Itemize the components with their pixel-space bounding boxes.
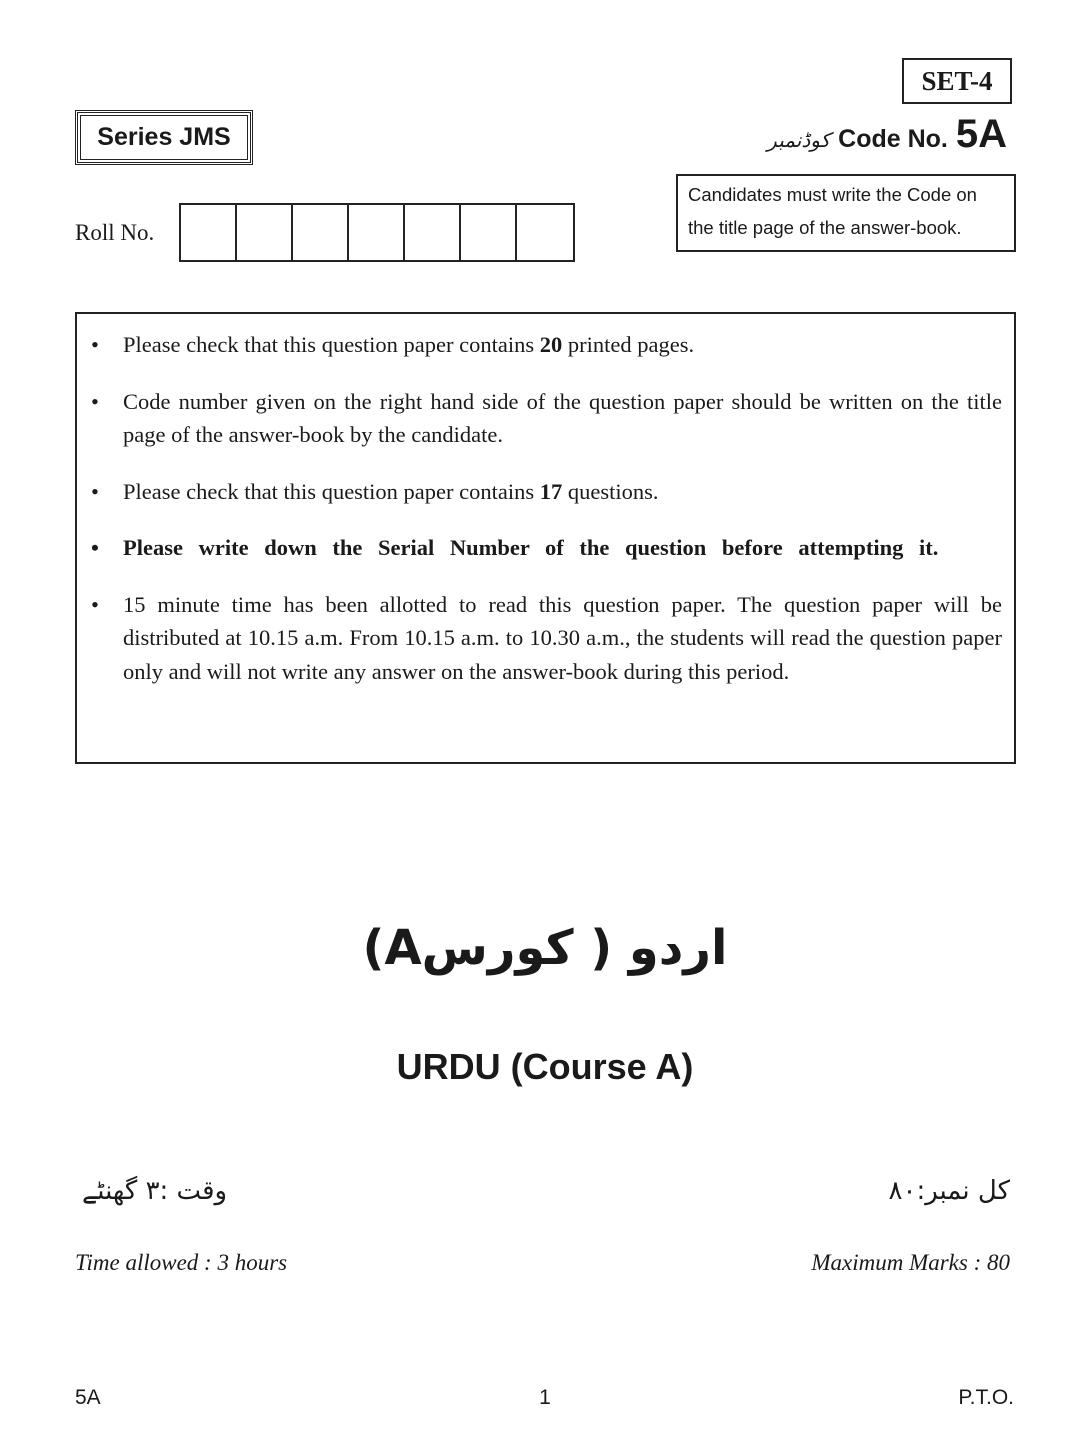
roll-number-cell[interactable] [237,205,293,260]
bullet: • [91,478,99,504]
roll-number-cell[interactable] [461,205,517,260]
instruction-item [89,588,1002,689]
bullet: • [91,591,99,617]
instruction-text: 15 minute time has been allotted to read this question paper. The question paper will be distributed at 10.15 a.m. From 10.15 a.m. to 10.30 a.m., the students will read the question paper only and will not write any answer on the answer-book during this period. [123,591,1002,684]
page-number: 1 [539,1386,551,1409]
code-number [767,112,1007,157]
bullet: • [91,388,99,414]
instruction-item [89,385,1002,452]
bullet: • [91,535,99,560]
time-allowed-urdu: وقت :۳ گھنٹے [82,1176,228,1206]
maximum-marks-urdu: کل نمبر:۸۰ [888,1176,1010,1206]
subject-title: URDU (Course A) [396,1046,694,1087]
please-turn-over: P.T.O. [958,1386,1014,1409]
instructions-box [75,312,1016,764]
maximum-marks: Maximum Marks : 80 [811,1250,1010,1275]
code-value: 5A [955,112,1007,156]
candidate-note-box [676,174,1016,252]
instruction-item [89,475,1002,509]
roll-number-cell[interactable] [517,205,573,260]
subject-title-urdu: اردو ( کورسA) [362,920,728,976]
instruction-text: printed pages. [562,332,695,357]
time-allowed: Time allowed : 3 hours [75,1250,288,1275]
candidate-note-line: the title page of the answer-book. [688,217,962,238]
roll-number-cell[interactable] [293,205,349,260]
roll-number-boxes [179,203,575,262]
bullet: • [91,332,99,357]
roll-number-cell[interactable] [181,205,237,260]
question-count: 17 [539,478,563,504]
page-count: 20 [539,332,563,357]
instruction-text: Please check that this question paper contains [123,332,540,357]
set-label: SET-4 [902,58,1012,104]
instruction-text: questions. [562,478,659,504]
code-label: Code No. [838,125,948,153]
code-label-urdu: کوڈنمبر [767,128,831,152]
instructions-list [89,328,1002,688]
roll-number-label: Roll No. [75,220,155,245]
instruction-item [89,328,1002,362]
series-label: Series JMS [75,110,253,165]
instruction-text: Code number given on the right hand side of the question paper should be written on the title page of the answer-book by the candidate. [123,388,1002,447]
roll-number-cell[interactable] [405,205,461,260]
footer-code: 5A [75,1386,101,1409]
instruction-text: Please write down the Serial Number of the question before attempting it. [123,535,939,560]
instruction-item [89,531,1002,565]
roll-number-cell[interactable] [349,205,405,260]
candidate-note-line: Candidates must write the Code on [688,184,977,205]
instruction-text: Please check that this question paper contains [123,478,540,504]
